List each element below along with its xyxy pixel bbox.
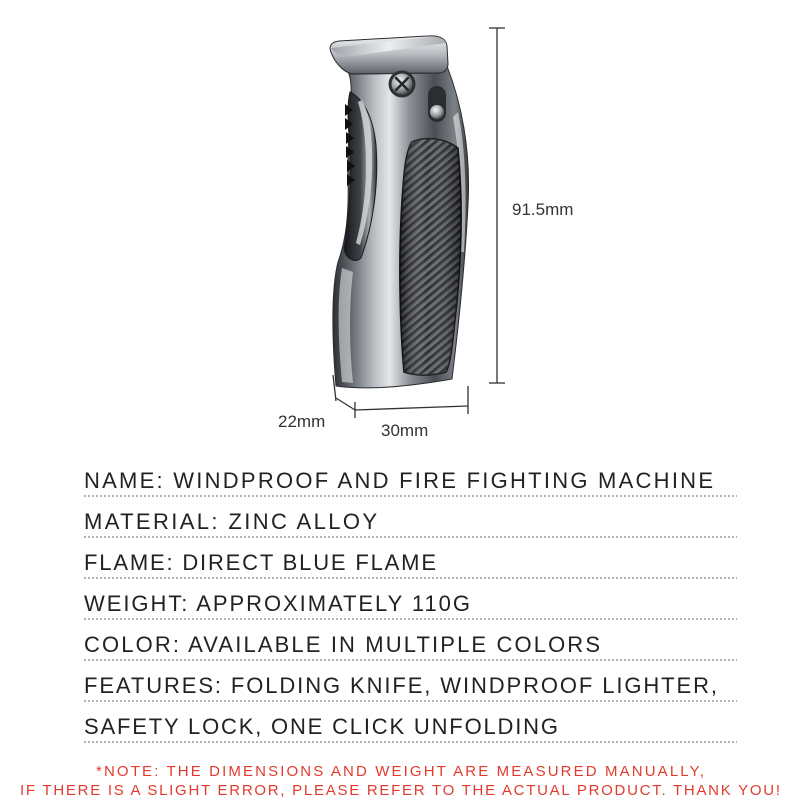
screw-icon [389,71,416,98]
spec-line-flame: FLAME: DIRECT BLUE FLAME [84,550,436,575]
width-dimension [355,386,468,440]
width-dimension-line [355,406,468,410]
spec-line-weight: WEIGHT: APPROXIMATELY 110G [84,591,470,616]
height-dimension-label: 91.5mm [512,200,574,219]
spec-line-name: NAME: WINDPROOF AND FIRE FIGHTING MACHINE [84,468,713,493]
product-image [330,36,469,388]
note-line-2: IF THERE IS A SLIGHT ERROR, PLEASE REFER TO THE ACTUAL PRODUCT. THANK YOU! [20,782,780,799]
depth-dimension-line [336,398,355,410]
spec-line-material: MATERIAL: ZINC ALLOY [84,509,377,534]
spec-line-features-continued: SAFETY LOCK, ONE CLICK UNFOLDING [84,714,558,739]
carbon-fiber-shading [400,139,461,375]
note-line-1: *NOTE: THE DIMENSIONS AND WEIGHT ARE MEASURED MANUALLY, [96,763,705,780]
spec-line-color: COLOR: AVAILABLE IN MULTIPLE COLORS [84,632,600,657]
disclaimer-note [20,763,780,799]
depth-dimension-label: 22mm [278,412,326,431]
spec-list [84,468,737,742]
width-dimension-label: 30mm [381,421,429,440]
height-dimension [489,28,573,383]
spec-line-features: FEATURES: FOLDING KNIFE, WINDPROOF LIGHTER, [84,673,717,698]
safety-lock-slider-icon [428,86,446,122]
